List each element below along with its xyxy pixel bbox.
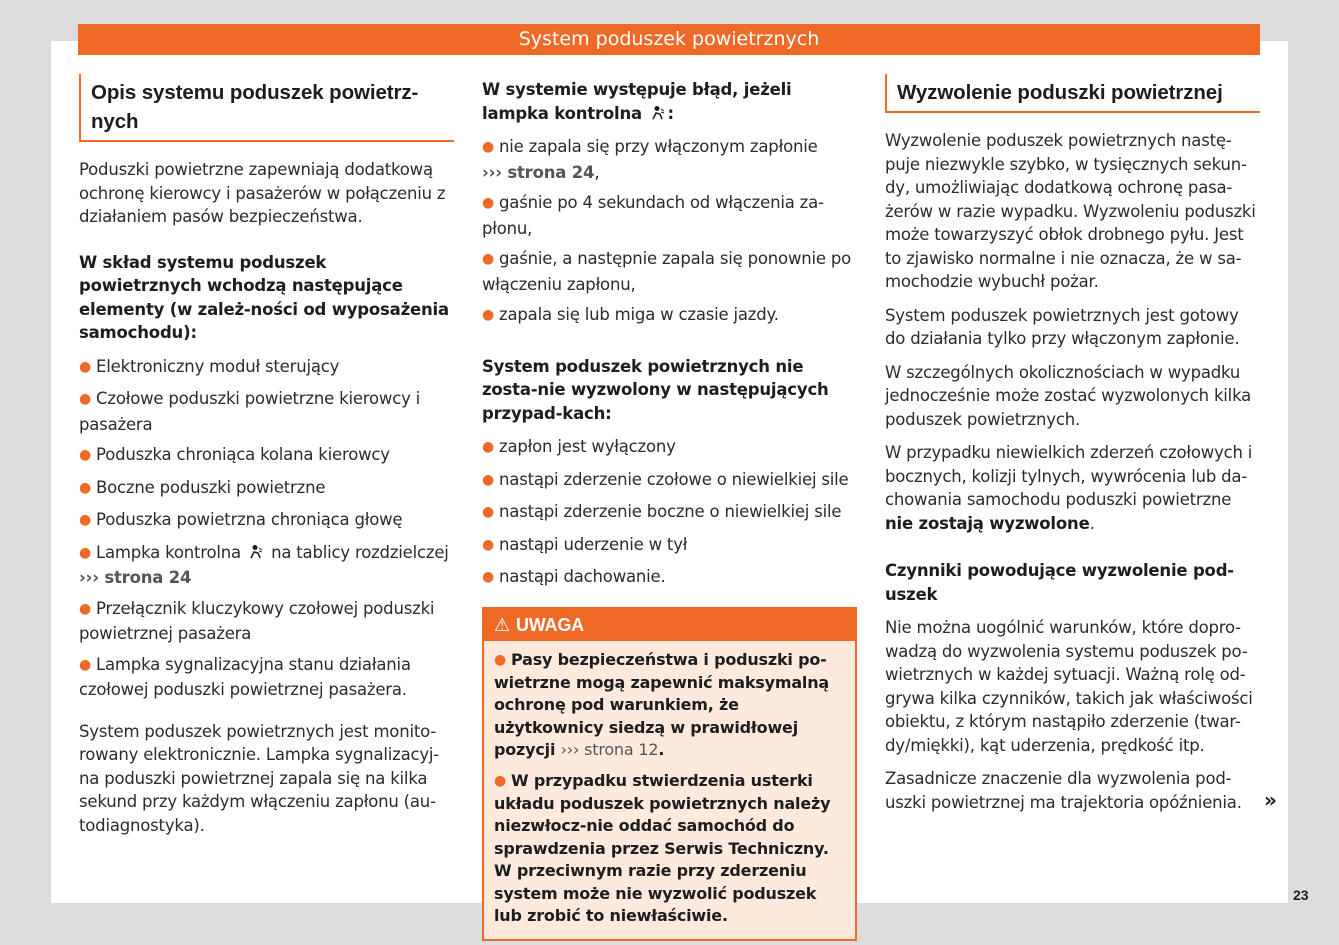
list-item: ● gaśnie, a następnie zapala się ponownie po włączeniu zapłonu,	[482, 249, 852, 294]
bullet-icon: ●	[482, 439, 495, 455]
paragraph: Nie można uogólnić warunków, które dopro-wadzą do wyzwolenia systemu poduszek po-wietrznych w każdej sytuacji. Ważną rolę od-grywa kilka czynników, takich jak właściwości obiektu, z którym nastąpiło zderzenie (twar-dy/miękki), kąt uderzenia, prędkość itp.	[885, 618, 1253, 755]
warning-item: ● W przypadku stwierdzenia usterki układu poduszek powietrznych należy niezwłocz-nie oddać samochód do sprawdzenia przez Serwis Techniczny. W przeciwnym razie przy zderzeniu system może nie wyzwolić poduszek lub zrobić to niewłaściwie.	[494, 770, 831, 925]
intro-paragraph: Poduszki powietrzne zapewniają dodatkową ochronę kierowcy i pasażerów w połączeniu z działaniem pasów bezpieczeństwa.	[79, 160, 446, 226]
error-conditions-list	[482, 135, 857, 329]
page-reference-link[interactable]: ››› strona 24	[482, 162, 595, 182]
bullet-icon: ●	[79, 447, 92, 463]
warning-item: ● Pasy bezpieczeństwa i poduszki po-wietrzne mogą zapewnić maksymalną ochronę pod warunkiem, że użytkownicy siedzą w prawidłowej pozycji ››› strona 12.	[494, 649, 829, 760]
bullet-icon: ●	[482, 139, 495, 155]
page-reference-link[interactable]: ››› strona 12	[560, 740, 659, 760]
warning-box	[482, 607, 857, 942]
warning-triangle-icon: ⚠	[494, 614, 510, 635]
bullet-icon: ●	[79, 479, 92, 496]
list-item: ● Poduszka chroniąca kolana kierowcy	[79, 445, 390, 464]
bullet-icon: ●	[79, 600, 92, 617]
continue-arrow-icon: »	[1264, 788, 1277, 812]
list-item: ● nastąpi dachowanie.	[482, 567, 666, 586]
bullet-icon: ●	[79, 391, 92, 407]
list-item: ● Elektroniczny moduł sterujący	[79, 356, 340, 376]
list-item: ● Przełącznik kluczykowy czołowej poduszki powietrznej pasażera	[79, 598, 435, 643]
bullet-icon: ●	[482, 251, 495, 267]
section-title-airbag-description: Opis systemu poduszek powietrz-nych	[79, 74, 454, 142]
section-title-airbag-deployment: Wyzwolenie poduszki powietrznej	[885, 74, 1260, 113]
list-item: ● Boczne poduszki powietrzne	[79, 477, 326, 497]
list-item: ● Lampka kontrolna na tablicy rozdzielczej ››› strona 24	[79, 542, 449, 587]
list-item: ● zapala się lub miga w czasie jazdy.	[482, 305, 779, 324]
bullet-icon: ●	[482, 471, 495, 488]
warning-title: UWAGA	[515, 614, 584, 635]
list-item: ● Czołowe poduszki powietrzne kierowcy i pasażera	[79, 389, 421, 434]
factors-heading: Czynniki powodujące wyzwolenie pod-uszek	[885, 561, 1234, 604]
list-item: ● nastąpi uderzenie w tył	[482, 534, 688, 554]
list-item: ● zapłon jest wyłączony	[482, 437, 676, 456]
page-number: 23	[1293, 887, 1309, 903]
paragraph: Wyzwolenie poduszek powietrznych nastę-puje niezwykle szybko, w tysięcznych sekun-dy, umożliwiając dodatkową ochronę pasa-żerów w razie wypadku. Wyzwoleniu poduszki może towarzyszyć obłok drobnego pyłu. Jest to zjawisko normalne i nie oznacza, że w sa-mochodzie wybuchł pożar.	[885, 131, 1256, 291]
bullet-icon: ●	[79, 656, 92, 673]
airbag-warning-icon	[248, 544, 264, 560]
components-list	[79, 355, 454, 702]
bullet-icon: ●	[79, 512, 92, 528]
bullet-icon: ●	[482, 536, 495, 553]
bullet-icon: ●	[482, 307, 495, 323]
list-item: ● Lampka sygnalizacyjna stanu działania czołowej poduszki powietrznej pasażera.	[79, 654, 411, 699]
paragraph: W szczególnych okolicznościach w wypadku jednocześnie może zostać wyzwolonych kilka poduszek powietrznych.	[885, 362, 1252, 429]
list-item: ● nastąpi zderzenie boczne o niewielkiej sile	[482, 502, 842, 521]
not-triggered-list	[482, 435, 857, 591]
chapter-title: System poduszek powietrznych	[518, 28, 820, 50]
paragraph: System poduszek powietrznych jest gotowy do działania tylko przy włączonym zapłonie.	[885, 305, 1240, 348]
bullet-icon: ●	[482, 569, 495, 585]
bullet-icon: ●	[79, 358, 92, 375]
monitoring-paragraph: System poduszek powietrznych jest monito-rowany elektronicznie. Lampka sygnalizacyj-na poduszki powietrznej zapala się na kilka sekund przy każdym włączeniu zapłonu (au-todiagnostyka).	[79, 721, 440, 835]
bullet-icon: ●	[482, 195, 495, 211]
bullet-icon: ●	[494, 772, 507, 789]
page-reference-link[interactable]: ››› strona 24	[79, 568, 192, 587]
list-item: ● nie zapala się przy włączonym zapłonie ››› strona 24,	[482, 137, 818, 182]
column-3	[885, 74, 1260, 824]
not-triggered-heading: System poduszek powietrznych nie zosta-nie wyzwolony w następujących przypad-kach:	[482, 356, 829, 423]
bullet-icon: ●	[482, 504, 495, 520]
warning-header	[484, 609, 855, 641]
list-item: ● Poduszka powietrzna chroniąca głowę	[79, 510, 403, 529]
bullet-icon: ●	[79, 544, 92, 561]
warning-body	[484, 641, 855, 940]
list-item: ● gaśnie po 4 sekundach od włączenia za-płonu,	[482, 193, 824, 238]
list-item: ● nastąpi zderzenie czołowe o niewielkiej sile	[482, 469, 849, 489]
chapter-header-bar	[78, 24, 1260, 55]
bullet-icon: ●	[494, 651, 507, 668]
column-2	[482, 78, 857, 941]
error-heading: W systemie występuje błąd, jeżeli lampka kontrolna :	[482, 80, 792, 123]
airbag-warning-icon	[650, 105, 666, 121]
minor-collision-paragraph: W przypadku niewielkich zderzeń czołowych i bocznych, kolizji tylnych, wywrócenia lub da-chowania samochodu poduszki powietrzne nie zostają wyzwolone.	[885, 443, 1253, 533]
components-heading: W skład systemu poduszek powietrznych wchodzą następujące elementy (w zależ-ności od wyposażenia samochodu):	[79, 252, 449, 342]
column-1	[79, 74, 454, 847]
paragraph: Zasadnicze znaczenie dla wyzwolenia pod-uszki powietrznej ma trajektoria opóźnienia.	[885, 769, 1242, 812]
